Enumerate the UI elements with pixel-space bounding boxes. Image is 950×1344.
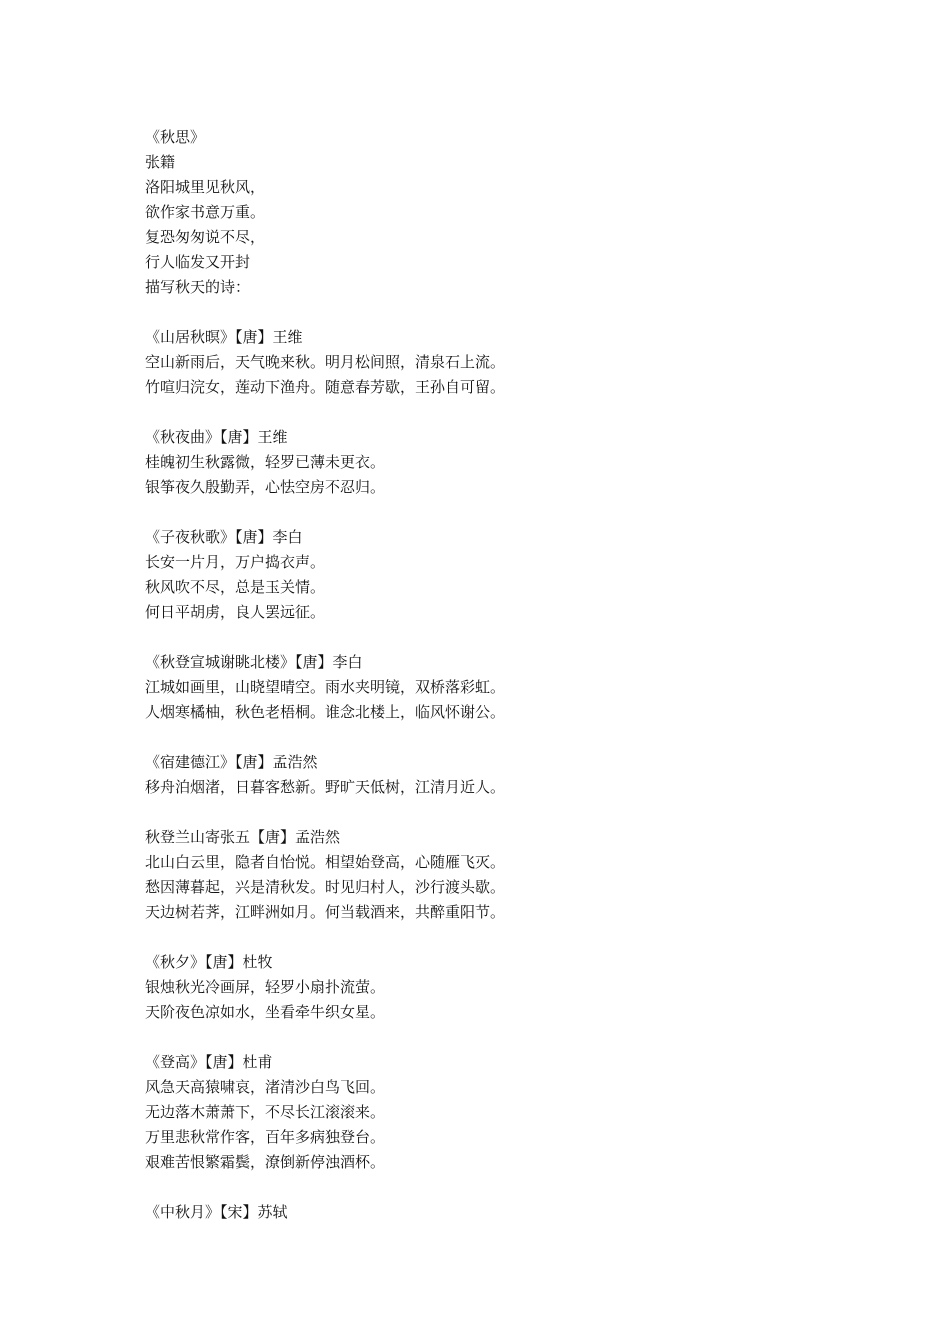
spacer: [145, 725, 865, 750]
intro-poem-title: 《秋思》: [145, 128, 206, 146]
poem-title: 《秋夕》【唐】杜牧: [145, 953, 273, 971]
poem-line: 万里悲秋常作客，百年多病独登台。: [145, 1128, 386, 1146]
poem-title: 《登高》【唐】杜甫: [145, 1053, 273, 1071]
poem-line: 无边落木萧萧下，不尽长江滚滚来。: [145, 1103, 386, 1121]
poem-title: 《中秋月》【宋】苏轼: [145, 1203, 288, 1221]
intro-poem-line: 复恐匆匆说不尽，: [145, 228, 266, 246]
spacer: [145, 1175, 865, 1200]
spacer: [145, 800, 865, 825]
poem-title: 《子夜秋歌》【唐】李白: [145, 528, 303, 546]
document-body: [145, 125, 865, 1225]
intro-poem-author: 张籍: [145, 153, 176, 171]
poem-line: 银烛秋光冷画屏，轻罗小扇扑流萤。: [145, 978, 386, 996]
poem-title: 《山居秋暝》【唐】王维: [145, 328, 303, 346]
spacer: [145, 1025, 865, 1050]
poem-line: 桂魄初生秋露微，轻罗已薄未更衣。: [145, 453, 386, 471]
poem-line: 愁因薄暮起，兴是清秋发。时见归村人，沙行渡头歇。: [145, 878, 506, 896]
poem-line: 长安一片月，万户捣衣声。: [145, 553, 326, 571]
spacer: [145, 925, 865, 950]
poem-line: 秋风吹不尽，总是玉关情。: [145, 578, 326, 596]
intro-poem-line: 行人临发又开封: [145, 253, 251, 271]
poem-line: 天阶夜色凉如水，坐看牵牛织女星。: [145, 1003, 386, 1021]
spacer: [145, 500, 865, 525]
poem-line: 天边树若荠，江畔洲如月。何当载酒来，共醉重阳节。: [145, 903, 506, 921]
intro-poem-line: 洛阳城里见秋风，: [145, 178, 266, 196]
poem-line: 风急天高猿啸哀，渚清沙白鸟飞回。: [145, 1078, 386, 1096]
poem-title: 秋登兰山寄张五【唐】孟浩然: [145, 828, 341, 846]
poem-line: 何日平胡虏，良人罢远征。: [145, 603, 326, 621]
poem-line: 竹喧归浣女，莲动下渔舟。随意春芳歇，王孙自可留。: [145, 378, 506, 396]
poem-title: 《秋夜曲》【唐】王维: [145, 428, 288, 446]
poem-title: 《宿建德江》【唐】孟浩然: [145, 753, 318, 771]
section-heading: 描写秋天的诗：: [145, 278, 251, 296]
poem-line: 人烟寒橘柚，秋色老梧桐。谁念北楼上，临风怀谢公。: [145, 703, 506, 721]
spacer: [145, 300, 865, 325]
spacer: [145, 400, 865, 425]
spacer: [145, 625, 865, 650]
intro-poem-line: 欲作家书意万重。: [145, 203, 266, 221]
poem-line: 空山新雨后，天气晚来秋。明月松间照，清泉石上流。: [145, 353, 506, 371]
poem-line: 艰难苦恨繁霜鬓，潦倒新停浊酒杯。: [145, 1153, 386, 1171]
poem-line: 银筝夜久殷勤弄，心怯空房不忍归。: [145, 478, 386, 496]
poem-line: 北山白云里，隐者自怡悦。相望始登高，心随雁飞灭。: [145, 853, 506, 871]
poem-title: 《秋登宣城谢眺北楼》【唐】李白: [145, 653, 363, 671]
poem-line: 移舟泊烟渚，日暮客愁新。野旷天低树，江清月近人。: [145, 778, 506, 796]
poem-line: 江城如画里，山晓望晴空。雨水夹明镜，双桥落彩虹。: [145, 678, 506, 696]
